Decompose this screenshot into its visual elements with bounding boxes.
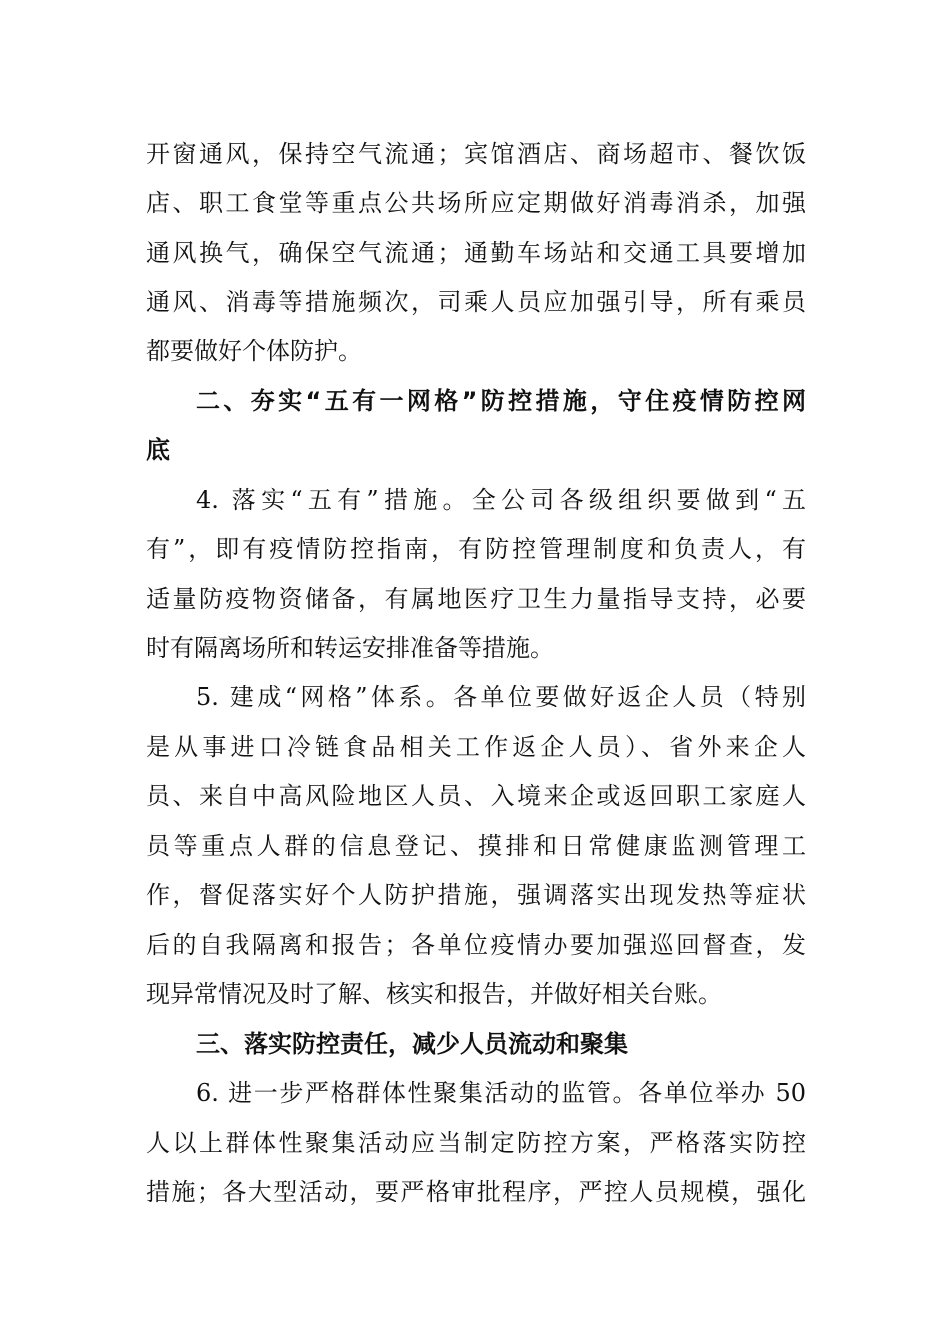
section-heading-3: 三、落实防控责任，减少人员流动和聚集: [196, 1030, 628, 1058]
item-6-line-3: 措施；各大型活动，要严格审批程序，严控人员规模，强化: [146, 1178, 806, 1206]
item-5-line-5: 作，督促落实好个人防护措施，强调落实出现发热等症状: [146, 881, 806, 909]
item-4-line-2: 有”，即有疫情防控指南，有防控管理制度和负责人，有: [146, 535, 806, 563]
item-4-line-3: 适量防疫物资储备，有属地医疗卫生力量指导支持，必要: [146, 585, 806, 613]
item-5-line-1: 5. 建成“网格”体系。各单位要做好返企人员（特别: [196, 683, 806, 711]
item-4-line-1: 4. 落实“五有”措施。全公司各级组织要做到“五: [196, 486, 806, 514]
body-line-5: 都要做好个体防护。: [146, 337, 362, 365]
item-6-line-1: 6. 进一步严格群体性聚集活动的监管。各单位举办 50: [196, 1079, 806, 1107]
body-line-1: 开窗通风，保持空气流通；宾馆酒店、商场超市、餐饮饭: [146, 140, 806, 168]
item-5-line-7: 现异常情况及时了解、核实和报告，并做好相关台账。: [146, 980, 722, 1008]
item-5-line-4: 员等重点人群的信息登记、摸排和日常健康监测管理工: [146, 832, 806, 860]
item-5-line-3: 员、来自中高风险地区人员、入境来企或返回职工家庭人: [146, 782, 806, 810]
body-line-2: 店、职工食堂等重点公共场所应定期做好消毒消杀，加强: [146, 189, 806, 217]
item-4-line-4: 时有隔离场所和转运安排准备等措施。: [146, 634, 554, 662]
item-5-line-2: 是从事进口冷链食品相关工作返企人员）、省外来企人: [146, 733, 806, 761]
item-5-line-6: 后的自我隔离和报告；各单位疫情办要加强巡回督查，发: [146, 931, 806, 959]
section-heading-2-cont: 底: [146, 436, 170, 464]
section-heading-2: 二、夯实“五有一网格”防控措施，守住疫情防控网: [196, 387, 806, 415]
item-6-line-2: 人以上群体性聚集活动应当制定防控方案，严格落实防控: [146, 1129, 806, 1157]
body-line-3: 通风换气，确保空气流通；通勤车场站和交通工具要增加: [146, 239, 806, 267]
body-line-4: 通风、消毒等措施频次，司乘人员应加强引导，所有乘员: [146, 288, 806, 316]
